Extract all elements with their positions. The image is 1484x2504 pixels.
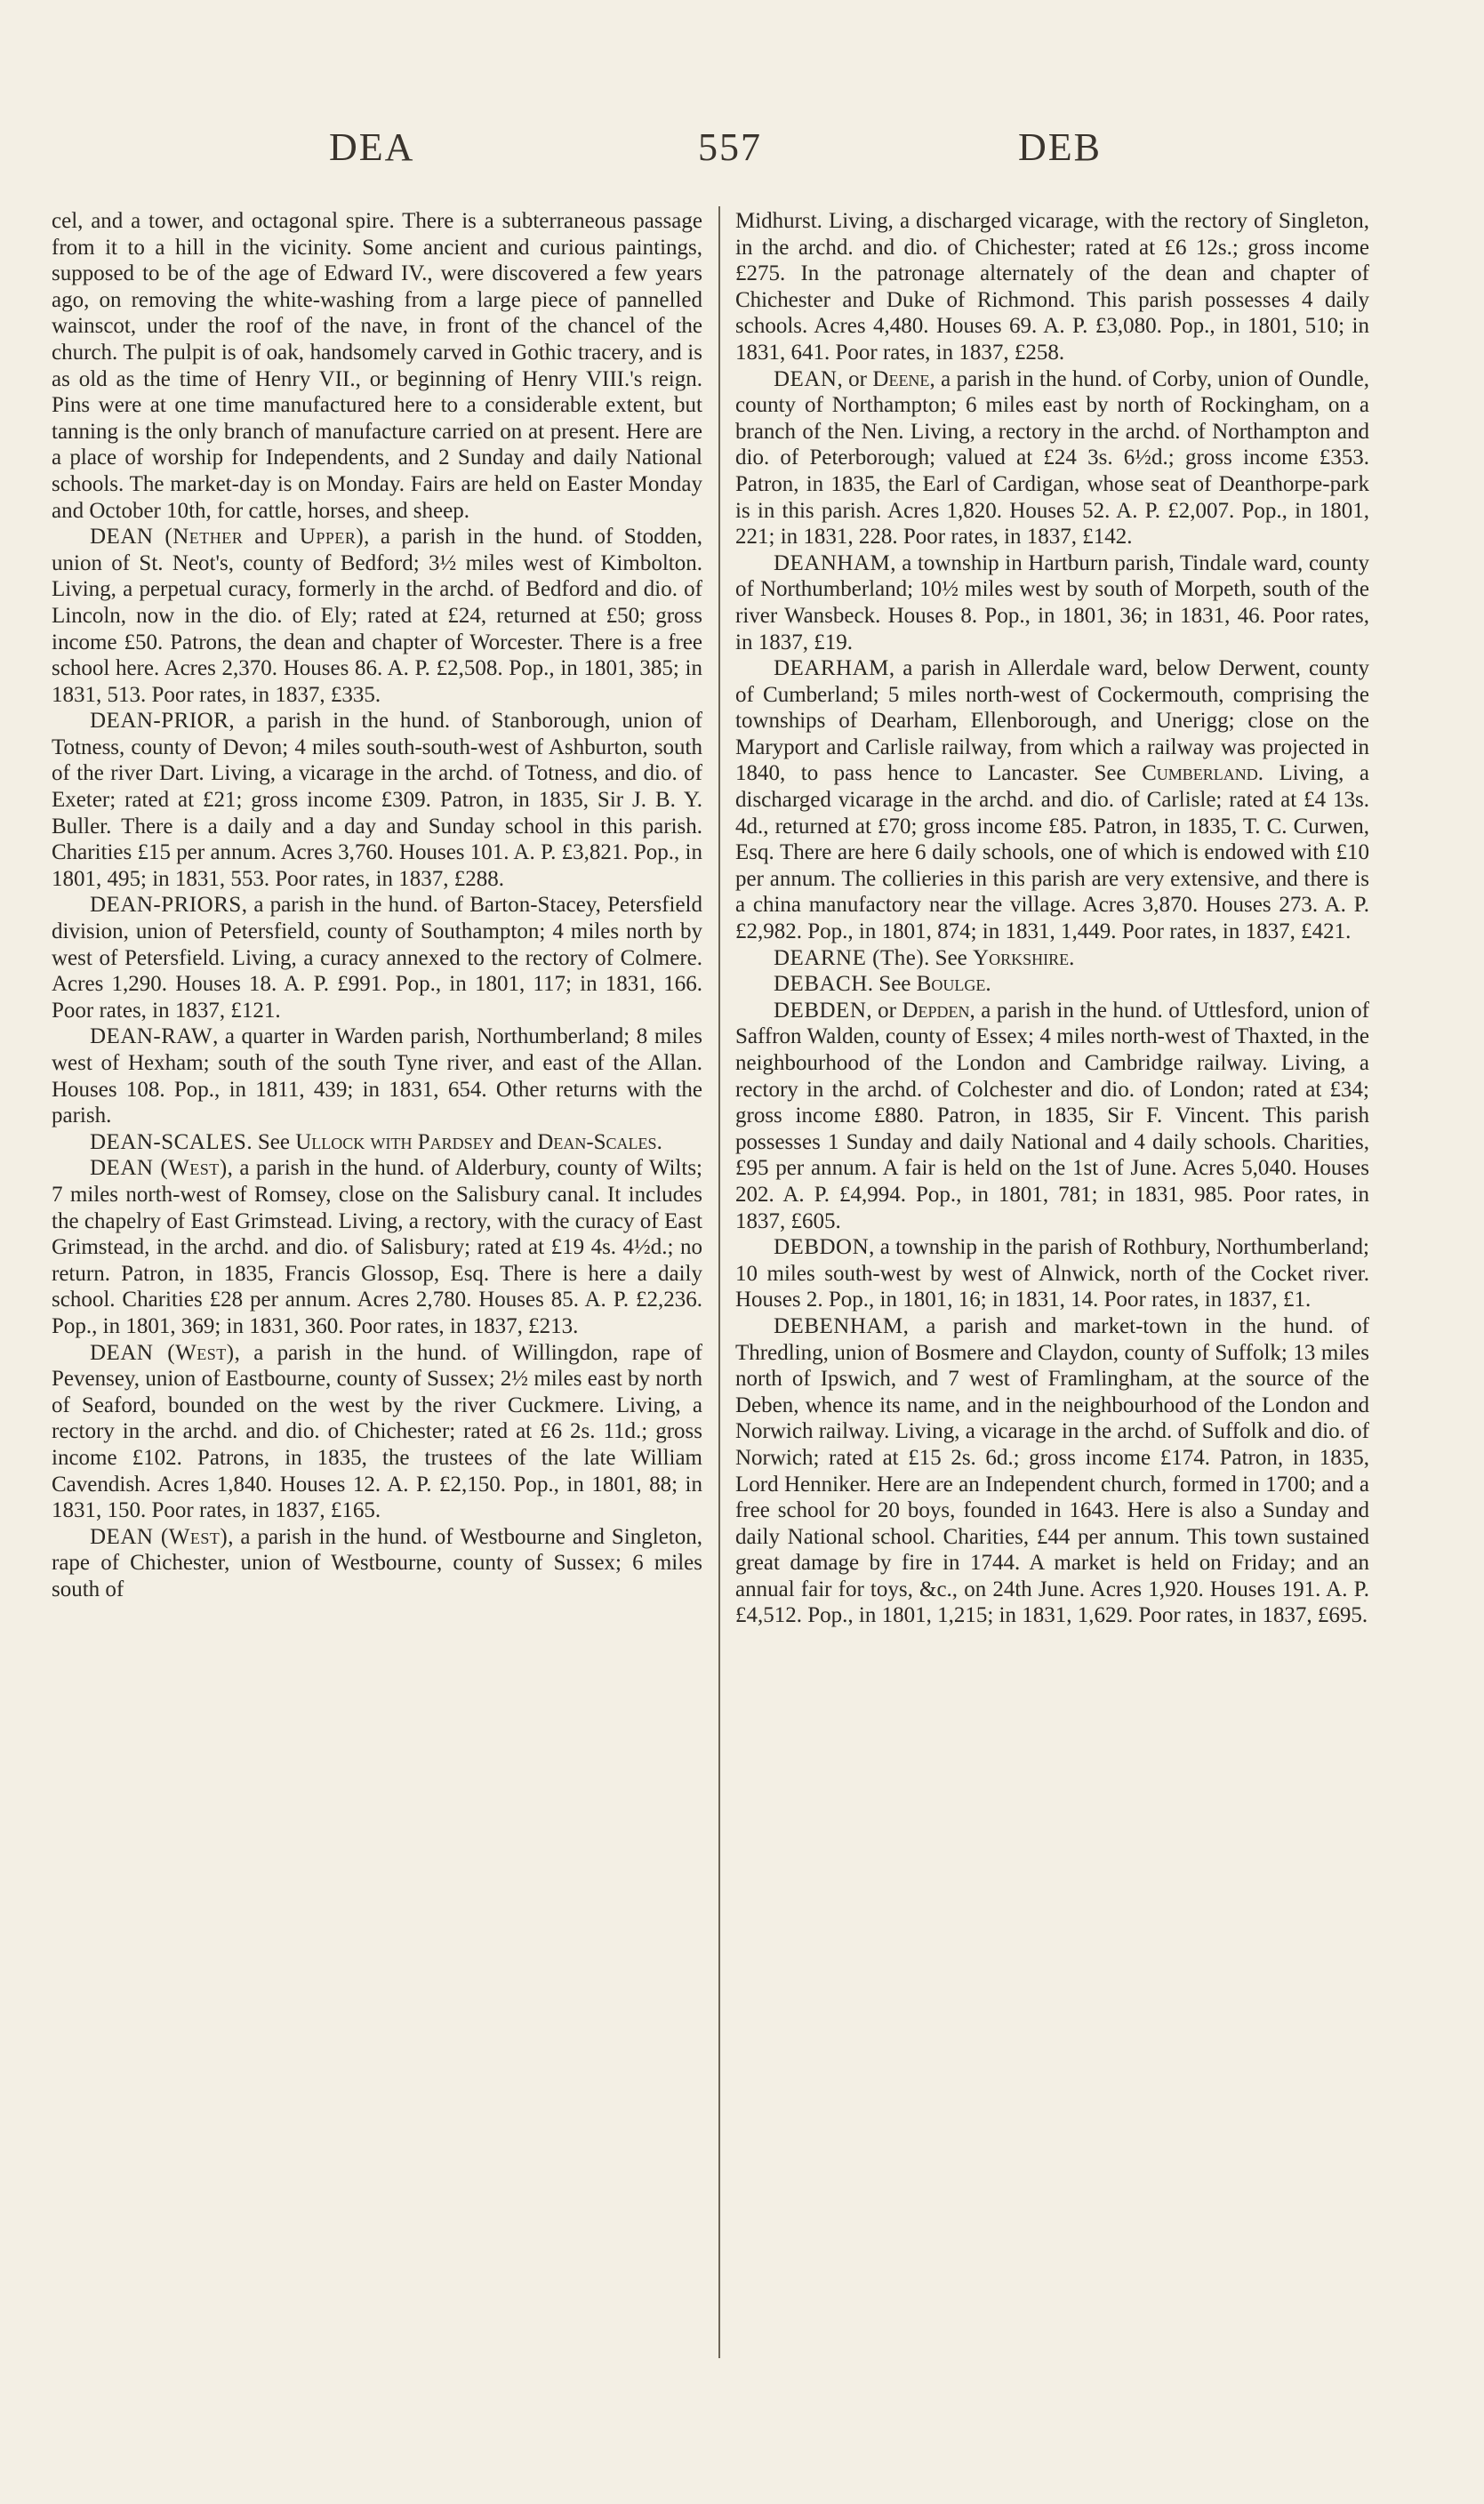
headword: DEARNE (The) bbox=[774, 945, 925, 970]
entry-text: , a township in Hartburn parish, Tindale ward, county of Northumberland; 10½ miles west by south of Morpeth, south of the river Wansbeck. Houses 8. Pop., in 1801, 36; in 1831, 46. Poor rates, in 1837, £19. bbox=[735, 550, 1369, 654]
entry-text: , a township in the parish of Rothbury, Northumberland; 10 miles south-west by west of Alnwick, north of the Cocket river. Houses 2. Pop., in 1801, 16; in 1831, 14. Poor rates, in 1837, £1. bbox=[735, 1235, 1369, 1312]
headword: DEAN (West) bbox=[90, 1156, 228, 1181]
entry-dearham: DEARHAM, a parish in Allerdale ward, below Derwent, county of Cumberland; 5 miles north-west of Cockermouth, comprising the townships of Dearham, Ellenborough, and Unerigg; close on the Maryport and Carlisle railway, from which a railway was projected in 1840, to pass hence to Lancaster. See Cumberland. Living, a discharged vicarage in the archd. and dio. of Carlisle; rated at £4 13s. 4d., returned at £70; gross income £85. Patron, in 1835, T. C. Curwen, Esq. There are here 6 daily schools, one of which is endowed with £10 per annum. The collieries in this parish are very extensive, and there is a china manufactory near the village. Acres 3,870. Houses 273. A. P. £2,982. Pop., in 1801, 874; in 1831, 1,449. Poor rates, in 1837, £421. bbox=[735, 656, 1369, 944]
cross-reference: Yorkshire bbox=[973, 945, 1070, 970]
headword: DEBDON bbox=[774, 1235, 870, 1260]
entry-dearne: DEARNE (The). See Yorkshire. bbox=[774, 945, 1075, 970]
page-number: 557 bbox=[698, 125, 762, 169]
entry-text: , a parish in the hund. of Willingdon, rape of Pevensey, union of Eastbourne, county of Sussex; 2½ miles east by north of Seaford, bounded on the west by the river Cuckmere. Living, a rectory in the archd. and dio. of Chichester; rated at £6 2s. 11d.; gross income £102. Patrons, in 1835, the trustees of the late William Cavendish. Acres 1,840. Houses 12. A. P. £2,150. Pop., in 1801, 88; in 1831, 150. Poor rates, in 1837, £165. bbox=[52, 1340, 702, 1523]
entry-dean-west-willingdon bbox=[52, 1340, 702, 1524]
entry-dean-scales: DEAN-SCALES. See Ullock with Pardsey and Dean-Scales. bbox=[90, 1129, 662, 1154]
entry-debach: DEBACH. See Boulge. bbox=[774, 972, 991, 997]
headword: DEAN-PRIOR bbox=[90, 709, 229, 734]
header-right-guideword: DEB bbox=[1018, 125, 1102, 169]
entry-debenham bbox=[735, 1313, 1369, 1629]
cross-reference: Boulge bbox=[916, 972, 986, 997]
entry-text: , a parish in the hund. of Westbourne and Singleton, rape of Chichester, union of Westbourne, county of Sussex; 6 miles south of bbox=[52, 1524, 703, 1601]
entry-deanham bbox=[735, 550, 1369, 655]
entry-dean-raw bbox=[52, 1023, 702, 1128]
entry-text: , a parish in the hund. of Alderbury, county of Wilts; 7 miles north-west of Romsey, close on the Salisbury canal. It includes the chapelry of East Grimstead. Living, a rectory, with the curacy of East Grimstead, in the archd. and dio. of Salisbury; rated at £19 4s. 4½d.; no return. Patron, in 1835, Francis Glossop, Esq. There is here a daily school. Charities £28 per annum. Acres 2,780. Houses 85. A. P. £2,236. Pop., in 1801, 369; in 1831, 360. Poor rates, in 1837, £213. bbox=[52, 1156, 702, 1338]
cross-reference: Ullock with Pardsey bbox=[295, 1129, 494, 1154]
left-column bbox=[52, 208, 702, 1602]
entry-text: , a parish in the hund. of Barton-Stacey, Petersfield division, union of Petersfield, county of Southampton; 4 miles north by west of Petersfield. Living, a curacy annexed to the rectory of Colmere. Acres 1,290. Houses 18. A. P. £991. Pop., in 1801, 117; in 1831, 166. Poor rates, in 1837, £121. bbox=[52, 893, 702, 1023]
headword: DEAN-SCALES bbox=[90, 1129, 247, 1154]
entry-debden: DEBDEN, or Depden, a parish in the hund. of Uttlesford, union of Saffron Walden, county of Essex; 4 miles north-west of Thaxted, in the neighbourhood of the London and Cambridge railway. Living, a rectory in the archd. of Colchester and dio. of London; rated at £34; gross income £880. Patron, in 1835, Sir F. Vincent. This parish possesses 1 Sunday and daily National and 4 daily schools. Charities, £95 per annum. A fair is held on the 1st of June. Acres 5,040. Houses 202. A. P. £4,994. Pop., in 1801, 781; in 1831, 985. Poor rates, in 1837, £605. bbox=[735, 998, 1369, 1233]
headword: DEBENHAM bbox=[774, 1313, 903, 1338]
running-header bbox=[0, 124, 1484, 178]
headword: DEARHAM bbox=[774, 656, 889, 681]
entry-text: , a parish and market-town in the hund. of Thredling, union of Bosmere and Claydon, county of Suffolk; 13 miles north of Ipswich, and 7 west of Framlingham, at the source of the Deben, whence its name, and in the neighbourhood of the London and Norwich railway. Living, a vicarage in the archd. of Suffolk and dio. of Norwich; rated at £15 2s. 6d.; gross income £174. Patron, in 1835, Lord Henniker. Here are an Independent church, formed in 1700; and a free school for 20 boys, founded in 1643. Here is also a Sunday and daily National school. Charities, £44 per annum. This town sustained great damage by fire in 1744. A market is held on Friday; and an annual fair for toys, &c., on 24th June. Acres 1,920. Houses 191. A. P. £4,512. Pop., in 1801, 1,215; in 1831, 1,629. Poor rates, in 1837, £695. bbox=[735, 1313, 1369, 1628]
entry-text: , a parish in the hund. of Stanborough, union of Totness, county of Devon; 4 miles south-south-west of Ashburton, south of the river Dart. Living, a vicarage in the archd. of Totness, and dio. of Exeter; rated at £21; gross income £309. Patron, in 1835, Sir J. B. Y. Buller. There is a daily and a day and Sunday school in this parish. Charities £15 per annum. Acres 3,760. Houses 101. A. P. £3,821. Pop., in 1801, 495; in 1831, 553. Poor rates, in 1837, £288. bbox=[52, 709, 702, 891]
continuation-text: cel, and a tower, and octagonal spire. There is a subterraneous passage from it to a hill in the vicinity. Some ancient and curious paintings, supposed to be of the age of Edward IV., were discovered a few years ago, on removing the white-washing from a large piece of pannelled wainscot, under the roof of the nave, in front of the chancel of the church. The pulpit is of oak, handsomely carved in Gothic tracery, and is as old as the time of Henry VII., or beginning of Henry VIII.'s reign. Pins were at one time manufactured here to a considerable extent, but tanning is the only branch of manufacture carried on at present. Here are a place of worship for Independents, and 2 Sunday and daily National schools. The market-day is on Monday. Fairs are held on Easter Monday and October 10th, for cattle, horses, and sheep. bbox=[52, 209, 702, 523]
entry-text: , a parish in the hund. of Corby, union of Oundle, county of Northampton; 6 miles east by north of Rockingham, on a branch of the Nen. Living, a rectory in the archd. of Northampton and dio. of Peterborough; valued at £24 3s. 6½d.; gross income £353. Patron, in 1835, the Earl of Cardigan, whose seat of Deanthorpe-park is in this parish. Acres 1,820. Houses 52. A. P. £2,007. Pop., in 1801, 221; in 1831, 228. Poor rates, in 1837, £142. bbox=[735, 366, 1370, 550]
entry-dean-priors bbox=[52, 892, 702, 1023]
entry-debdon bbox=[735, 1234, 1369, 1313]
headword: DEAN bbox=[774, 366, 838, 391]
entry-text: , a quarter in Warden parish, Northumberland; 8 miles west of Hexham; south of the south Tyne river, and east of the Allan. Houses 108. Pop., in 1811, 439; in 1831, 654. Other returns with the parish. bbox=[52, 1024, 702, 1128]
entry-text: , a parish in the hund. of Stodden, union of St. Neot's, county of Bedford; 3½ miles west of Kimbolton. Living, a perpetual curacy, formerly in the archd. of Bedford and dio. of Lincoln, now in the dio. of Ely; rated at £24, returned at £50; gross income £50. Patrons, the dean and chapter of Worcester. There is a free school here. Acres 2,370. Houses 86. A. P. £2,508. Pop., in 1801, 385; in 1831, 513. Poor rates, in 1837, £335. bbox=[52, 525, 703, 707]
entry-dean-west-wilts bbox=[52, 1155, 702, 1339]
column-divider bbox=[718, 206, 720, 2358]
headword: DEANHAM bbox=[774, 550, 891, 575]
entry-dean-nether-upper bbox=[52, 524, 702, 708]
headword: DEAN (West) bbox=[90, 1524, 229, 1549]
cross-reference: Cumberland bbox=[1142, 761, 1258, 786]
continuation-text: Midhurst. Living, a discharged vicarage, with the rectory of Singleton, in the archd. and dio. of Chichester; rated at £6 12s.; gross income £275. In the patronage alternately of the dean and chapter of Chichester and Duke of Richmond. This parish possesses 4 daily schools. Acres 4,480. Houses 69. A. P. £3,080. Pop., in 1801, 510; in 1831, 641. Poor rates, in 1837, £258. bbox=[735, 209, 1369, 365]
header-left-guideword: DEA bbox=[329, 125, 415, 169]
entry-text: . Living, a discharged vicarage in the archd. and dio. of Carlisle; rated at £4 13s. 4d., returned at £70; gross income £85. Patron, in 1835, T. C. Curwen, Esq. There are here 6 daily schools, one of which is endowed with £10 per annum. The collieries in this parish are very extensive, and there is a china manufactory near the village. Acres 3,870. Houses 273. A. P. £2,982. Pop., in 1801, 874; in 1831, 1,449. Poor rates, in 1837, £421. bbox=[735, 761, 1369, 944]
entry-dean-prior bbox=[52, 708, 702, 892]
right-column bbox=[735, 208, 1369, 1629]
headword: DEAN-PRIORS bbox=[90, 893, 242, 918]
headword: DEAN (West) bbox=[90, 1340, 235, 1365]
entry-dean-west-westbourne bbox=[52, 1524, 702, 1603]
entry-dean-deene: DEAN, or Deene, a parish in the hund. of Corby, union of Oundle, county of Northampton; 6 miles east by north of Rockingham, on a branch of the Nen. Living, a rectory in the archd. of Northampton and dio. of Peterborough; valued at £24 3s. 6½d.; gross income £353. Patron, in 1835, the Earl of Cardigan, whose seat of Deanthorpe-park is in this parish. Acres 1,820. Houses 52. A. P. £2,007. Pop., in 1801, 221; in 1831, 228. Poor rates, in 1837, £142. bbox=[735, 366, 1370, 550]
headword: DEAN (Nether and Upper) bbox=[90, 525, 365, 550]
headword: DEBDEN bbox=[774, 998, 867, 1023]
headword: DEAN-RAW bbox=[90, 1024, 213, 1049]
cross-reference: Dean-Scales bbox=[537, 1129, 657, 1154]
cross-reference: Deene bbox=[872, 366, 930, 391]
cross-reference: Depden bbox=[902, 998, 970, 1023]
headword: DEBACH bbox=[774, 972, 868, 997]
entry-text: , a parish in the hund. of Uttlesford, union of Saffron Walden, county of Essex; 4 miles north-west of Thaxted, in the neighbourhood of the London and Cambridge railway. Living, a rectory in the archd. of Colchester and dio. of London; rated at £34; gross income £880. Patron, in 1835, Sir F. Vincent. This parish possesses 1 Sunday and daily National and 4 daily schools. Charities, £95 per annum. A fair is held on the 1st of June. Acres 5,040. Houses 202. A. P. £4,994. Pop., in 1801, 781; in 1831, 985. Poor rates, in 1837, £605. bbox=[735, 998, 1369, 1233]
